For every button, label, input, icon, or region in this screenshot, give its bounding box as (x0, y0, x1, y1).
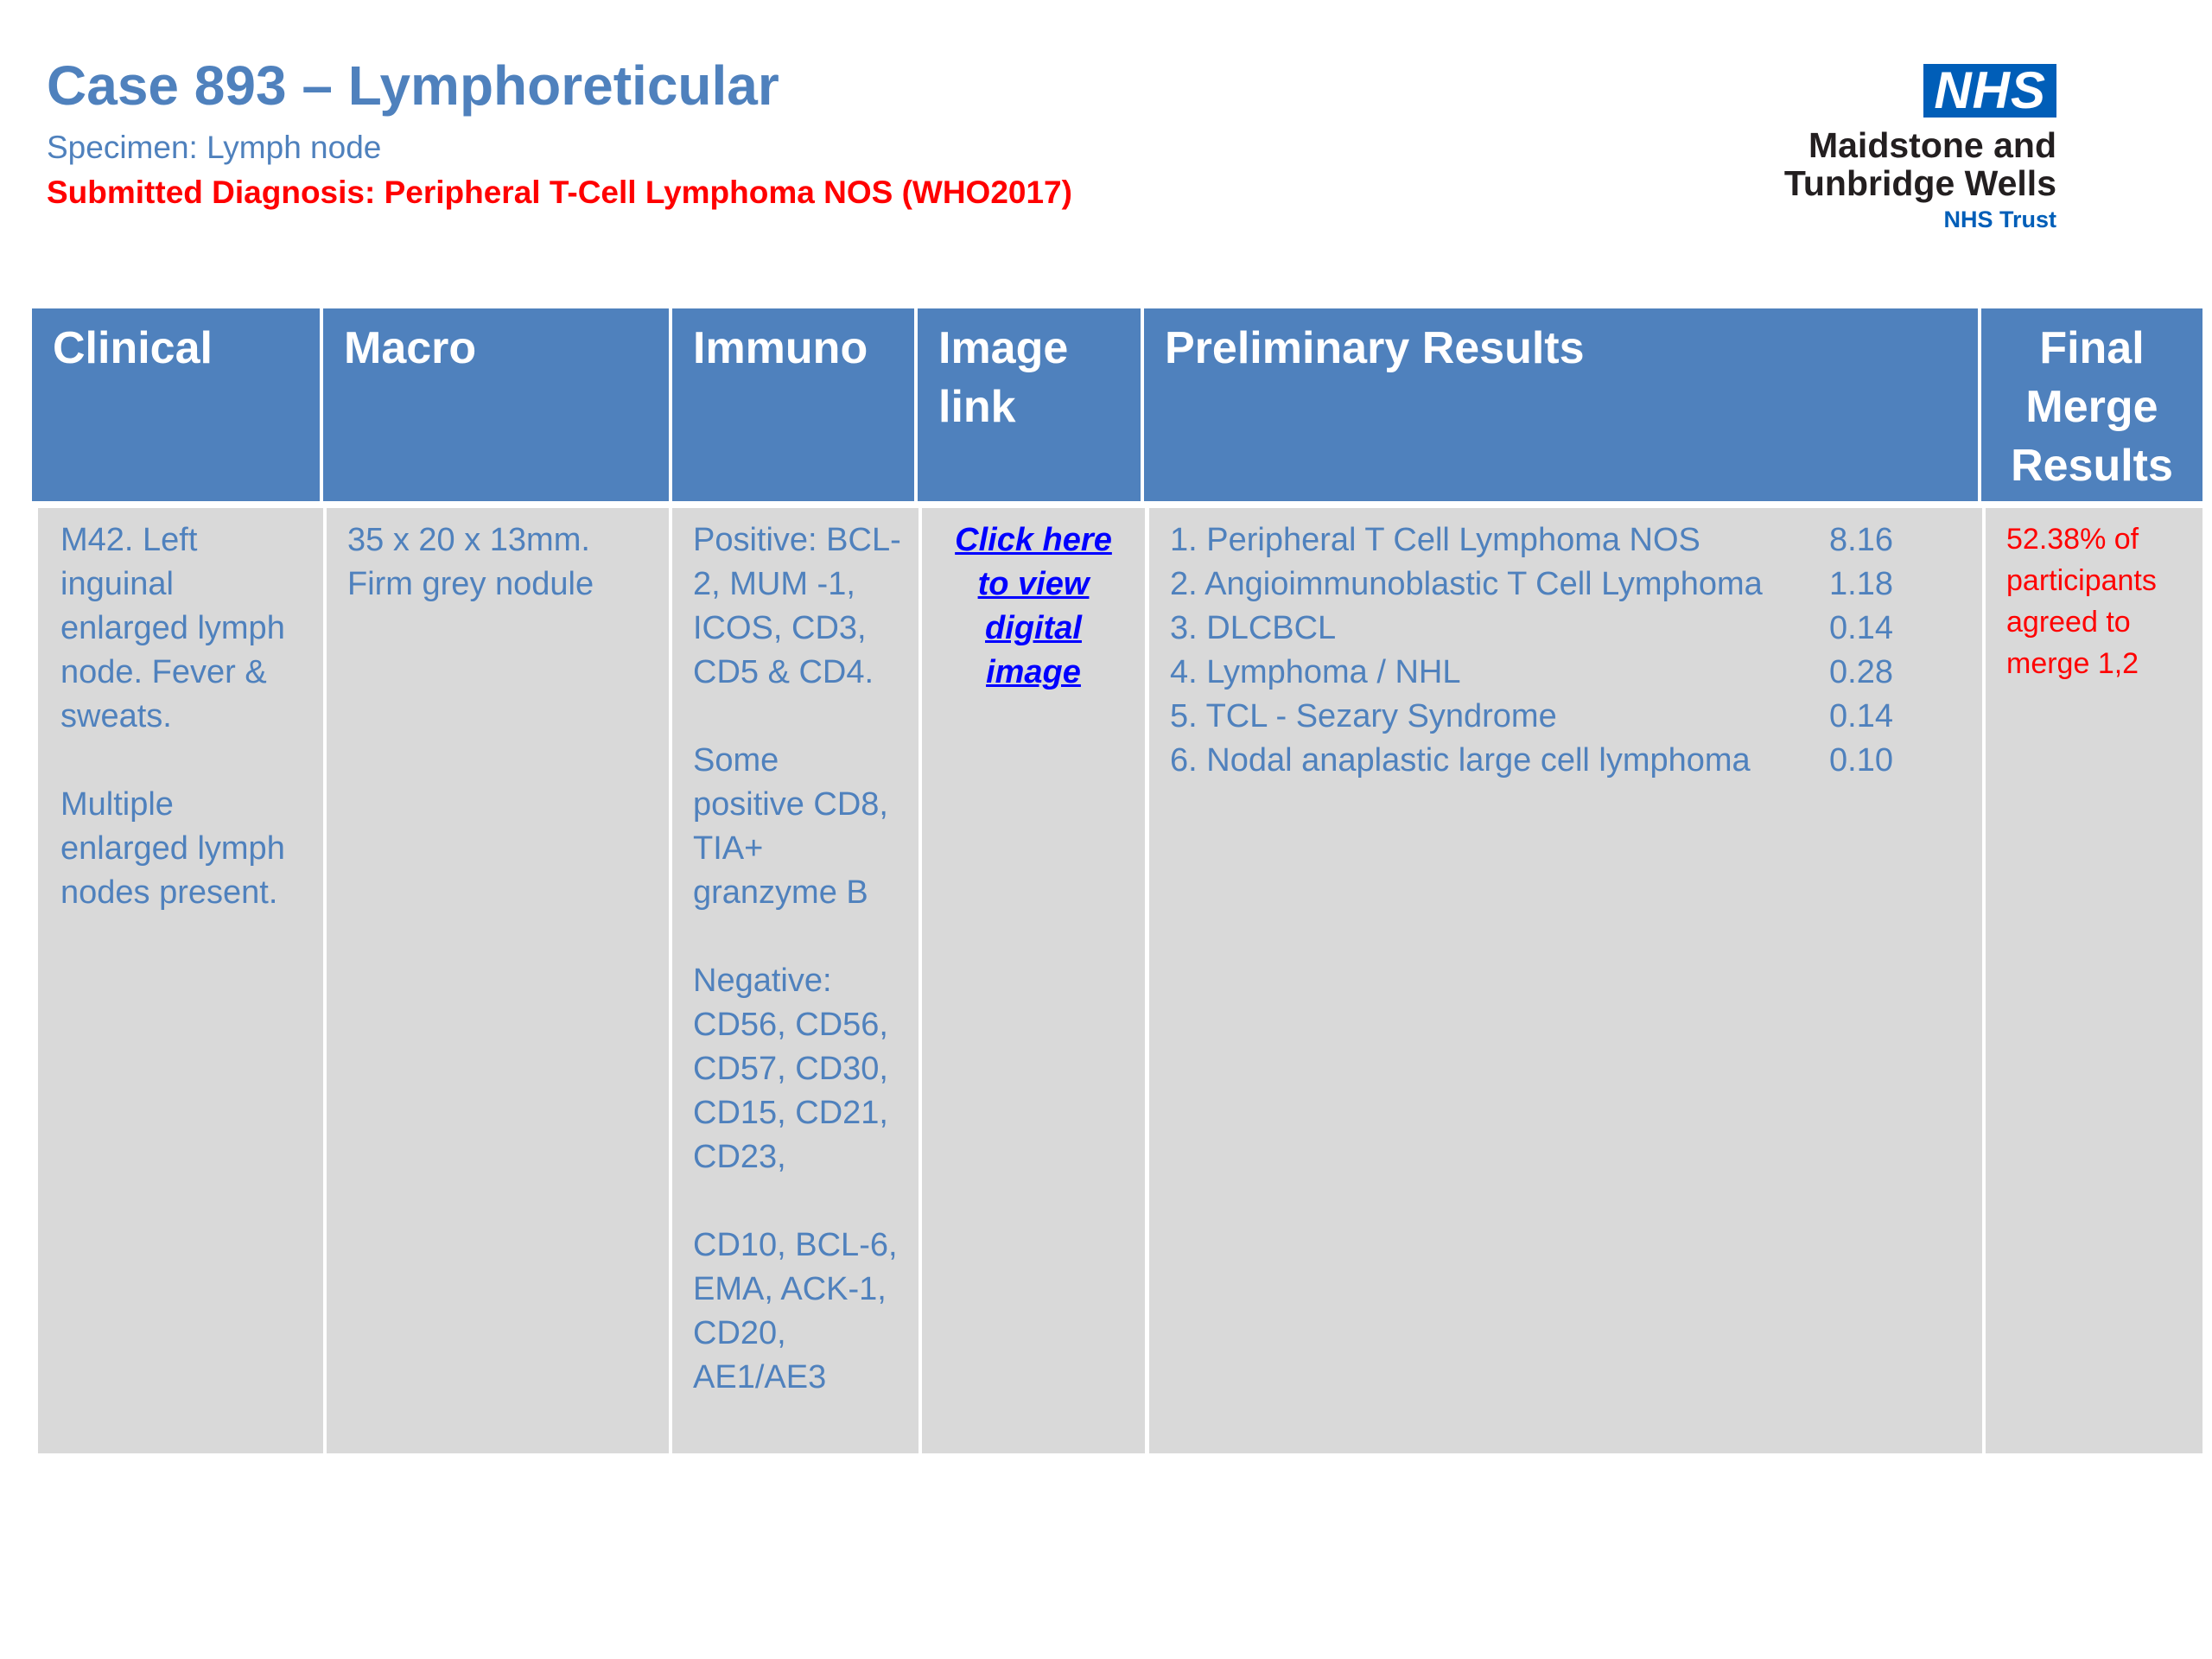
immuno-text-line: CD15, CD21, (693, 1095, 888, 1131)
cell-final-merge-results (1986, 508, 2202, 1453)
header-final-label-1: Final (2039, 323, 2145, 373)
header-macro-label: Macro (344, 323, 477, 373)
header-clinical-label: Clinical (53, 323, 213, 373)
immuno-text-line: CD10, BCL-6, (693, 1227, 898, 1263)
trust-suffix: NHS Trust (1943, 207, 2056, 232)
preliminary-result-score: 0.14 (1829, 698, 1893, 734)
view-digital-image-link-line[interactable]: to view (977, 566, 1090, 602)
header-preliminary-results (1144, 308, 1978, 501)
view-digital-image-link[interactable] (939, 518, 1128, 695)
clinical-text-line: sweats. (60, 698, 172, 734)
immuno-text-line: CD57, CD30, (693, 1051, 888, 1087)
header-preliminary-label: Preliminary Results (1165, 323, 1585, 373)
final-merge-text-line: participants (2006, 564, 2157, 597)
preliminary-result-row (1170, 607, 1922, 651)
immuno-text-line: 2, MUM -1, (693, 566, 855, 602)
preliminary-result-score: 8.16 (1829, 522, 1893, 558)
immuno-text-line: positive CD8, (693, 786, 888, 823)
header-immuno-label: Immuno (693, 323, 868, 373)
specimen-line: Specimen: Lymph node (47, 130, 382, 165)
immuno-text-line: granzyme B (693, 874, 868, 911)
header-final-merge-results (1981, 308, 2202, 501)
immuno-text-line: ICOS, CD3, (693, 610, 867, 646)
line-spacer (693, 915, 901, 959)
immuno-text-line: Some (693, 742, 779, 779)
header-immuno (672, 308, 914, 501)
preliminary-result-score: 0.10 (1829, 742, 1893, 779)
clinical-text-line: Multiple (60, 786, 174, 823)
line-spacer (693, 695, 901, 739)
preliminary-result-score: 1.18 (1829, 566, 1893, 602)
trust-name-line-1: Maidstone and (1808, 125, 2056, 165)
submitted-diagnosis: Submitted Diagnosis: Peripheral T-Cell Lymphoma NOS (WHO2017) (47, 175, 1072, 210)
header-image-link (918, 308, 1141, 501)
header-image-link-label-2: link (938, 382, 1016, 432)
header-macro (323, 308, 669, 501)
immuno-text-line: Negative: (693, 963, 832, 999)
cell-clinical (38, 508, 323, 1453)
preliminary-result-row (1170, 563, 1922, 607)
immuno-text-line: CD5 & CD4. (693, 654, 874, 690)
clinical-text-line: inguinal (60, 566, 174, 602)
preliminary-result-label: 5. TCL - Sezary Syndrome (1170, 698, 1557, 734)
immuno-text-line: CD23, (693, 1139, 786, 1175)
clinical-text-line: enlarged lymph (60, 830, 285, 867)
preliminary-result-label: 1. Peripheral T Cell Lymphoma NOS (1170, 522, 1700, 558)
preliminary-result-score: 0.14 (1829, 610, 1893, 646)
preliminary-result-label: 2. Angioimmunoblastic T Cell Lymphoma (1170, 566, 1763, 602)
final-merge-text-line: 52.38% of (2006, 523, 2139, 556)
immuno-text-line: CD56, CD56, (693, 1007, 888, 1043)
trust-name-line-2: Tunbridge Wells (1783, 163, 2056, 203)
immuno-text-line: Positive: BCL- (693, 522, 901, 558)
final-merge-text-line: merge 1,2 (2006, 647, 2139, 680)
macro-text-line: 35 x 20 x 13mm. (347, 522, 590, 558)
cell-preliminary-results (1149, 508, 1982, 1453)
cell-immuno (672, 508, 918, 1453)
page-title: Case 893 – Lymphoreticular (47, 54, 779, 117)
cell-macro (327, 508, 669, 1453)
header-image-link-label-1: Image (938, 323, 1069, 373)
preliminary-result-row (1170, 651, 1922, 695)
final-merge-text-line: agreed to (2006, 606, 2131, 639)
nhs-trust-logo (1607, 61, 2056, 233)
immuno-text-line: EMA, ACK-1, (693, 1271, 887, 1307)
header-final-label-2: Merge (2025, 382, 2158, 432)
view-digital-image-link-line[interactable]: Click here (955, 522, 1112, 558)
preliminary-result-row (1170, 695, 1922, 739)
nhs-badge: NHS (1923, 64, 2056, 118)
clinical-text-line: nodes present. (60, 874, 278, 911)
line-spacer (60, 739, 306, 783)
immuno-text-line: CD20, (693, 1315, 786, 1351)
preliminary-result-label: 3. DLCBCL (1170, 610, 1337, 646)
preliminary-result-row (1170, 518, 1922, 563)
cell-image-link (922, 508, 1145, 1453)
clinical-text-line: M42. Left (60, 522, 198, 558)
view-digital-image-link-line[interactable]: image (986, 654, 1081, 690)
macro-text-line: Firm grey nodule (347, 566, 594, 602)
preliminary-result-score: 0.28 (1829, 654, 1893, 690)
line-spacer (693, 1179, 901, 1224)
preliminary-result-label: 6. Nodal anaplastic large cell lymphoma (1170, 742, 1751, 779)
preliminary-result-label: 4. Lymphoma / NHL (1170, 654, 1461, 690)
header-clinical (32, 308, 320, 501)
header-final-label-3: Results (2011, 441, 2173, 491)
preliminary-result-row (1170, 739, 1922, 783)
view-digital-image-link-line[interactable]: digital (985, 610, 1082, 646)
clinical-text-line: node. Fever & (60, 654, 267, 690)
immuno-text-line: TIA+ (693, 830, 764, 867)
immuno-text-line: AE1/AE3 (693, 1359, 827, 1395)
clinical-text-line: enlarged lymph (60, 610, 285, 646)
